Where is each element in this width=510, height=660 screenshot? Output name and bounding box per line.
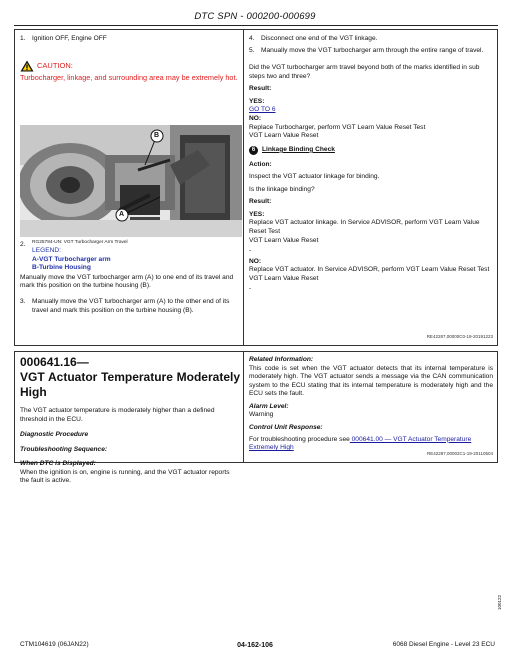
step-text: Manually move the VGT turbocharger arm (A) to one end of its travel and mark this position on the turbine housing (B). bbox=[20, 273, 234, 290]
yes-text-2: Replace VGT actuator linkage. In Service ADVISOR, perform VGT Learn Value Reset Test bbox=[249, 219, 480, 235]
figure-callout-b: B bbox=[154, 132, 160, 139]
result-label: Result: bbox=[249, 85, 272, 93]
action-question: Is the linkage binding? bbox=[249, 185, 315, 193]
diagnostic-procedure-label: Diagnostic Procedure bbox=[20, 431, 89, 439]
control-unit-response-prefix: For troubleshooting procedure see bbox=[249, 435, 350, 443]
page-header-title: DTC SPN - 000200-000699 bbox=[194, 11, 316, 22]
header-rule bbox=[14, 25, 498, 26]
alarm-level-label: Alarm Level: bbox=[249, 402, 289, 410]
step-text: Manually move the VGT turbocharger arm through the entire range of travel. bbox=[261, 46, 484, 54]
related-information-label: Related Information: bbox=[249, 356, 314, 363]
footer-manual-id: CTM104619 (06JAN22) bbox=[20, 641, 89, 648]
warning-triangle-icon bbox=[20, 60, 34, 72]
step-2 bbox=[20, 240, 240, 291]
column-divider-upper bbox=[243, 29, 244, 346]
dtc-description: The VGT actuator temperature is moderately higher than a defined threshold in the ECU. bbox=[20, 407, 215, 423]
legend-item-b: B-Turbine Housing bbox=[32, 264, 91, 272]
step-number: 5. bbox=[249, 46, 255, 54]
upper-right-column bbox=[249, 35, 493, 294]
go-to-step-6-link[interactable]: GO TO 6 bbox=[249, 106, 276, 114]
caution-title: CAUTION: bbox=[37, 60, 73, 70]
footer-engine-title: 6068 Diesel Engine - Level 23 ECU bbox=[392, 641, 495, 648]
step-number: 2. bbox=[20, 241, 26, 248]
upper-left-column bbox=[20, 35, 240, 82]
step-number: 3. bbox=[20, 298, 26, 305]
no-text: Replace Turbocharger, perform VGT Learn Value Reset Test bbox=[249, 123, 426, 131]
reference-code-upper: RE42287,00000C0-19-20191223 bbox=[426, 334, 493, 339]
step-number-badge: 6 bbox=[249, 146, 258, 155]
step-5 bbox=[249, 47, 493, 56]
column-divider-lower bbox=[243, 351, 244, 463]
caution-text: Turbocharger, linkage, and surrounding area may be extremely hot. bbox=[20, 72, 238, 82]
turbocharger-photo-image bbox=[20, 125, 242, 237]
no-text-2-reset: VGT Learn Value Reset bbox=[249, 274, 319, 282]
lower-right-column bbox=[249, 356, 493, 453]
step-text: Disconnect one end of the VGT linkage. bbox=[261, 35, 378, 42]
step-text: Manually move the VGT turbocharger arm (A) to the other end of its travel and mark this position on the turbine housing (B). bbox=[32, 298, 230, 314]
no-label-2: NO: bbox=[249, 257, 262, 265]
no-text-2: Replace VGT actuator. In Service ADVISOR, perform VGT Learn Value Reset Test bbox=[249, 266, 490, 274]
legend-title: LEGEND: bbox=[32, 247, 61, 255]
alarm-level-value: Warning bbox=[249, 411, 274, 419]
step-number: 1. bbox=[20, 35, 26, 42]
no-label: NO: bbox=[249, 114, 262, 122]
turbocharger-figure bbox=[20, 125, 242, 237]
figure-caption: RG25784-UN: VGT Turbocharger Arm Travel bbox=[32, 240, 128, 245]
step-1 bbox=[20, 35, 240, 44]
when-displayed-text: When the ignition is on, engine is running, and the VGT actuator reports the fault is active. bbox=[20, 468, 230, 485]
dtc-000641-00-link[interactable]: 000641.00 — VGT Actuator Temperature Extremely High bbox=[249, 435, 472, 452]
step-6-title: Linkage Binding Check bbox=[262, 145, 335, 153]
question-text: Did the VGT turbocharger arm travel beyond both of the marks identified in sub steps two and three? bbox=[249, 64, 480, 80]
figure-callout-a: A bbox=[119, 211, 125, 218]
yes-label-2: YES: bbox=[249, 210, 265, 218]
no-text-reset: VGT Learn Value Reset bbox=[249, 132, 319, 140]
separator-dash-2: - bbox=[249, 285, 252, 293]
action-text: Inspect the VGT actuator linkage for binding. bbox=[249, 173, 380, 181]
dtc-code: 000641.16— bbox=[20, 355, 89, 369]
footer-page-number: 04-162-106 bbox=[237, 642, 273, 649]
dtc-title: VGT Actuator Temperature Moderately High bbox=[20, 370, 240, 399]
when-displayed-label: When DTC is Displayed: bbox=[20, 460, 96, 468]
result-label-2: Result: bbox=[249, 198, 272, 206]
step-text: Ignition OFF, Engine OFF bbox=[32, 35, 107, 42]
control-unit-response-label: Control Unit Response: bbox=[249, 423, 323, 431]
yes-label: YES: bbox=[249, 97, 265, 105]
related-information-text: This code is set when the VGT actuator detects that its internal temperature is moderately high. The VGT actuator sends a message via the CAN communication system to the ECU stating that its internal temperature is moderately high and the ECU sets the fault. bbox=[249, 364, 493, 398]
step-4 bbox=[249, 35, 493, 44]
lower-left-column bbox=[20, 355, 240, 486]
separator-dash: - bbox=[249, 247, 252, 255]
step-number: 4. bbox=[249, 35, 255, 42]
step-3 bbox=[20, 298, 240, 315]
troubleshooting-sequence-label: Troubleshooting Sequence: bbox=[20, 445, 108, 453]
yes-text-2-reset: VGT Learn Value Reset bbox=[249, 236, 319, 244]
caution-block bbox=[20, 60, 240, 83]
step-6-heading bbox=[249, 146, 493, 155]
legend-item-a: A-VGT Turbocharger arm bbox=[32, 255, 111, 263]
footer-page-code: 100122 bbox=[497, 594, 502, 610]
action-label: Action: bbox=[249, 160, 272, 168]
reference-code-lower: RE42287,00002C1-19-20110504 bbox=[427, 451, 493, 456]
